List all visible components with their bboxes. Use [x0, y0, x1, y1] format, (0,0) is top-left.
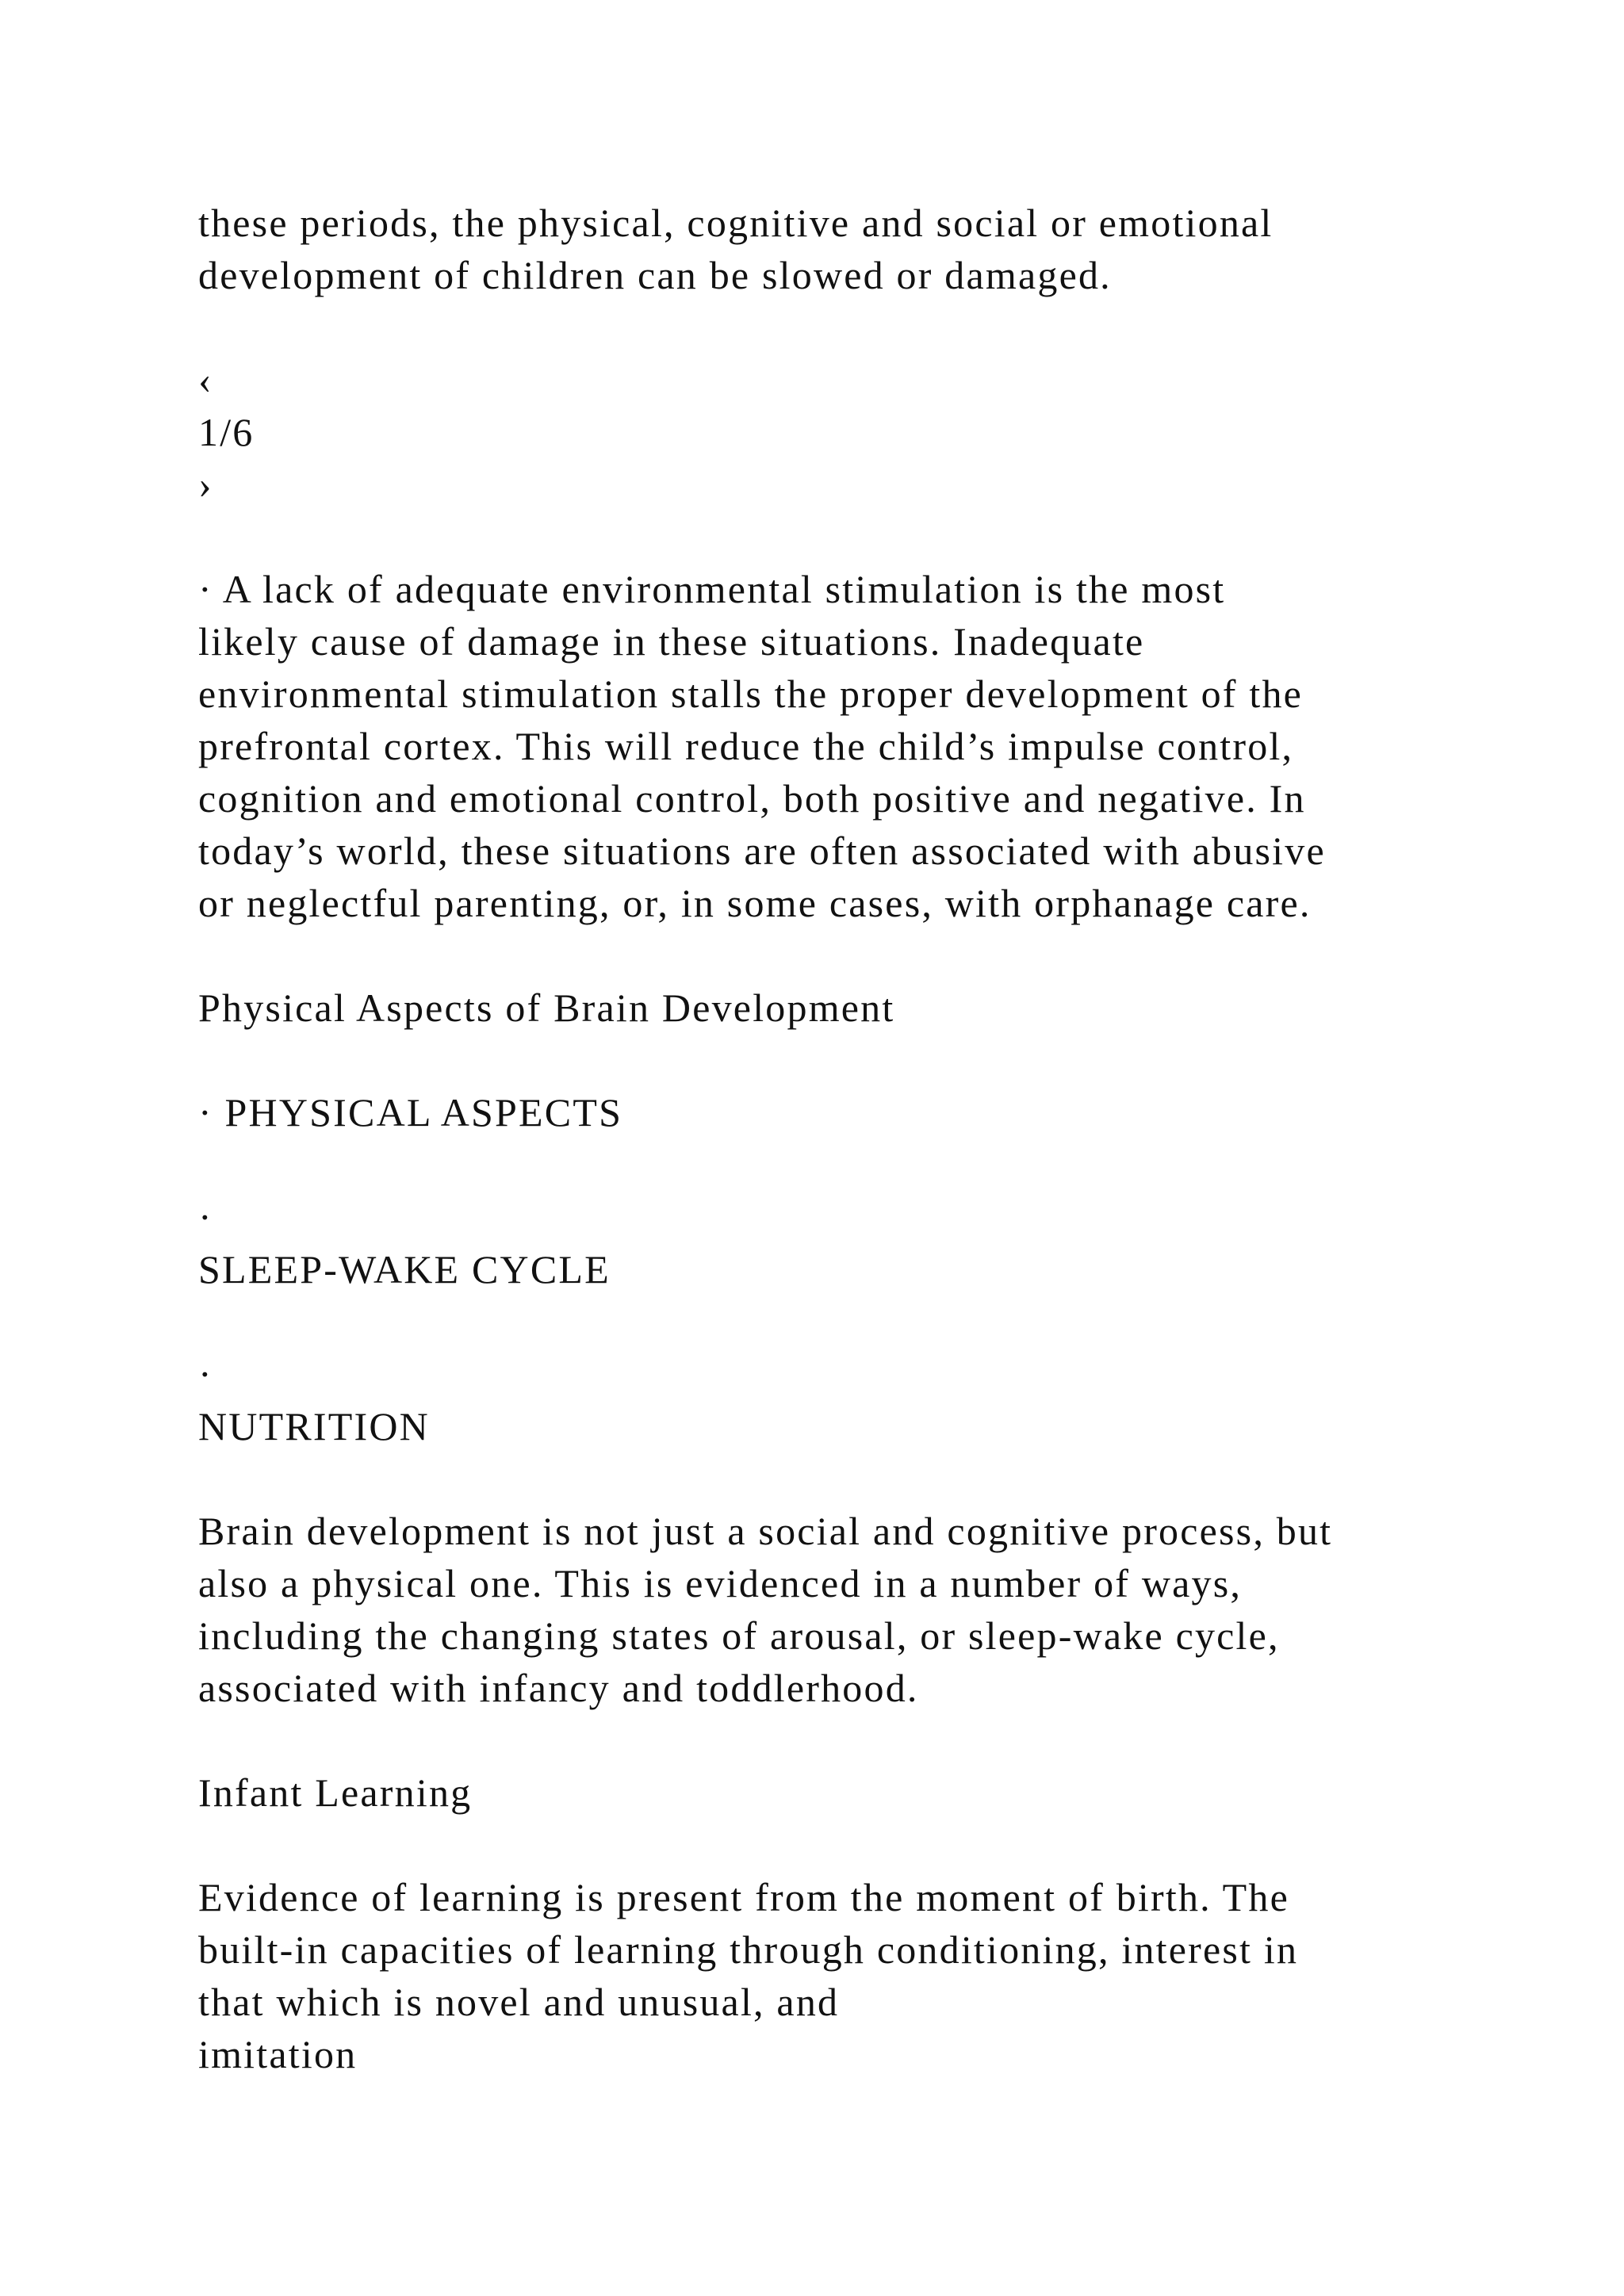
section-heading: Physical Aspects of Brain Development	[198, 985, 895, 1030]
nutrition-item	[198, 1348, 1467, 1452]
physical-aspects-item: · PHYSICAL ASPECTS	[198, 1090, 623, 1135]
previous-slide-button[interactable]: ‹	[198, 358, 213, 402]
sleep-wake-item	[198, 1191, 1467, 1295]
slide-carousel-nav	[198, 354, 1467, 511]
intro-paragraph	[198, 197, 1467, 301]
infant-learning-heading: Infant Learning	[198, 1770, 473, 1815]
bullet-dot: ·	[198, 1195, 213, 1239]
paragraph-line: built-in capacities of learning through conditioning, interest in	[198, 1927, 1299, 1972]
document-page	[198, 197, 1467, 2080]
paragraph-line: associated with infancy and toddlerhood.	[198, 1666, 919, 1710]
next-slide-button[interactable]: ›	[198, 462, 213, 507]
bullet-dot: ·	[198, 1352, 213, 1396]
paragraph-line: imitation	[198, 2032, 358, 2076]
paragraph-line: likely cause of damage in these situations. Inadequate	[198, 619, 1145, 664]
paragraph-line: prefrontal cortex. This will reduce the child’s impulse control,	[198, 724, 1294, 768]
paragraph-line: · A lack of adequate environmental stimulation is the most	[198, 567, 1226, 611]
intro-line: these periods, the physical, cognitive and social or emotional	[198, 201, 1274, 245]
paragraph-line: Brain development is not just a social and cognitive process, but	[198, 1509, 1333, 1553]
paragraph-line: including the changing states of arousal, or sleep-wake cycle,	[198, 1613, 1280, 1658]
paragraph-line: today’s world, these situations are often associated with abusive	[198, 828, 1326, 873]
stimulation-paragraph	[198, 563, 1467, 929]
infant-learning-paragraph	[198, 1871, 1467, 2080]
paragraph-line: also a physical one. This is evidenced in a number of ways,	[198, 1561, 1243, 1605]
intro-line: development of children can be slowed or damaged.	[198, 253, 1112, 297]
paragraph-line: Evidence of learning is present from the moment of birth. The	[198, 1875, 1289, 1919]
nutrition-label: NUTRITION	[198, 1404, 430, 1448]
paragraph-line: that which is novel and unusual, and	[198, 1980, 840, 2024]
paragraph-line: cognition and emotional control, both positive and negative. In	[198, 776, 1306, 821]
paragraph-line: or neglectful parenting, or, in some cases, with orphanage care.	[198, 881, 1312, 925]
slide-counter: 1/6	[198, 410, 255, 454]
paragraph-line: environmental stimulation stalls the proper development of the	[198, 672, 1304, 716]
sleep-wake-label: SLEEP-WAKE CYCLE	[198, 1247, 611, 1292]
brain-development-paragraph	[198, 1505, 1467, 1714]
